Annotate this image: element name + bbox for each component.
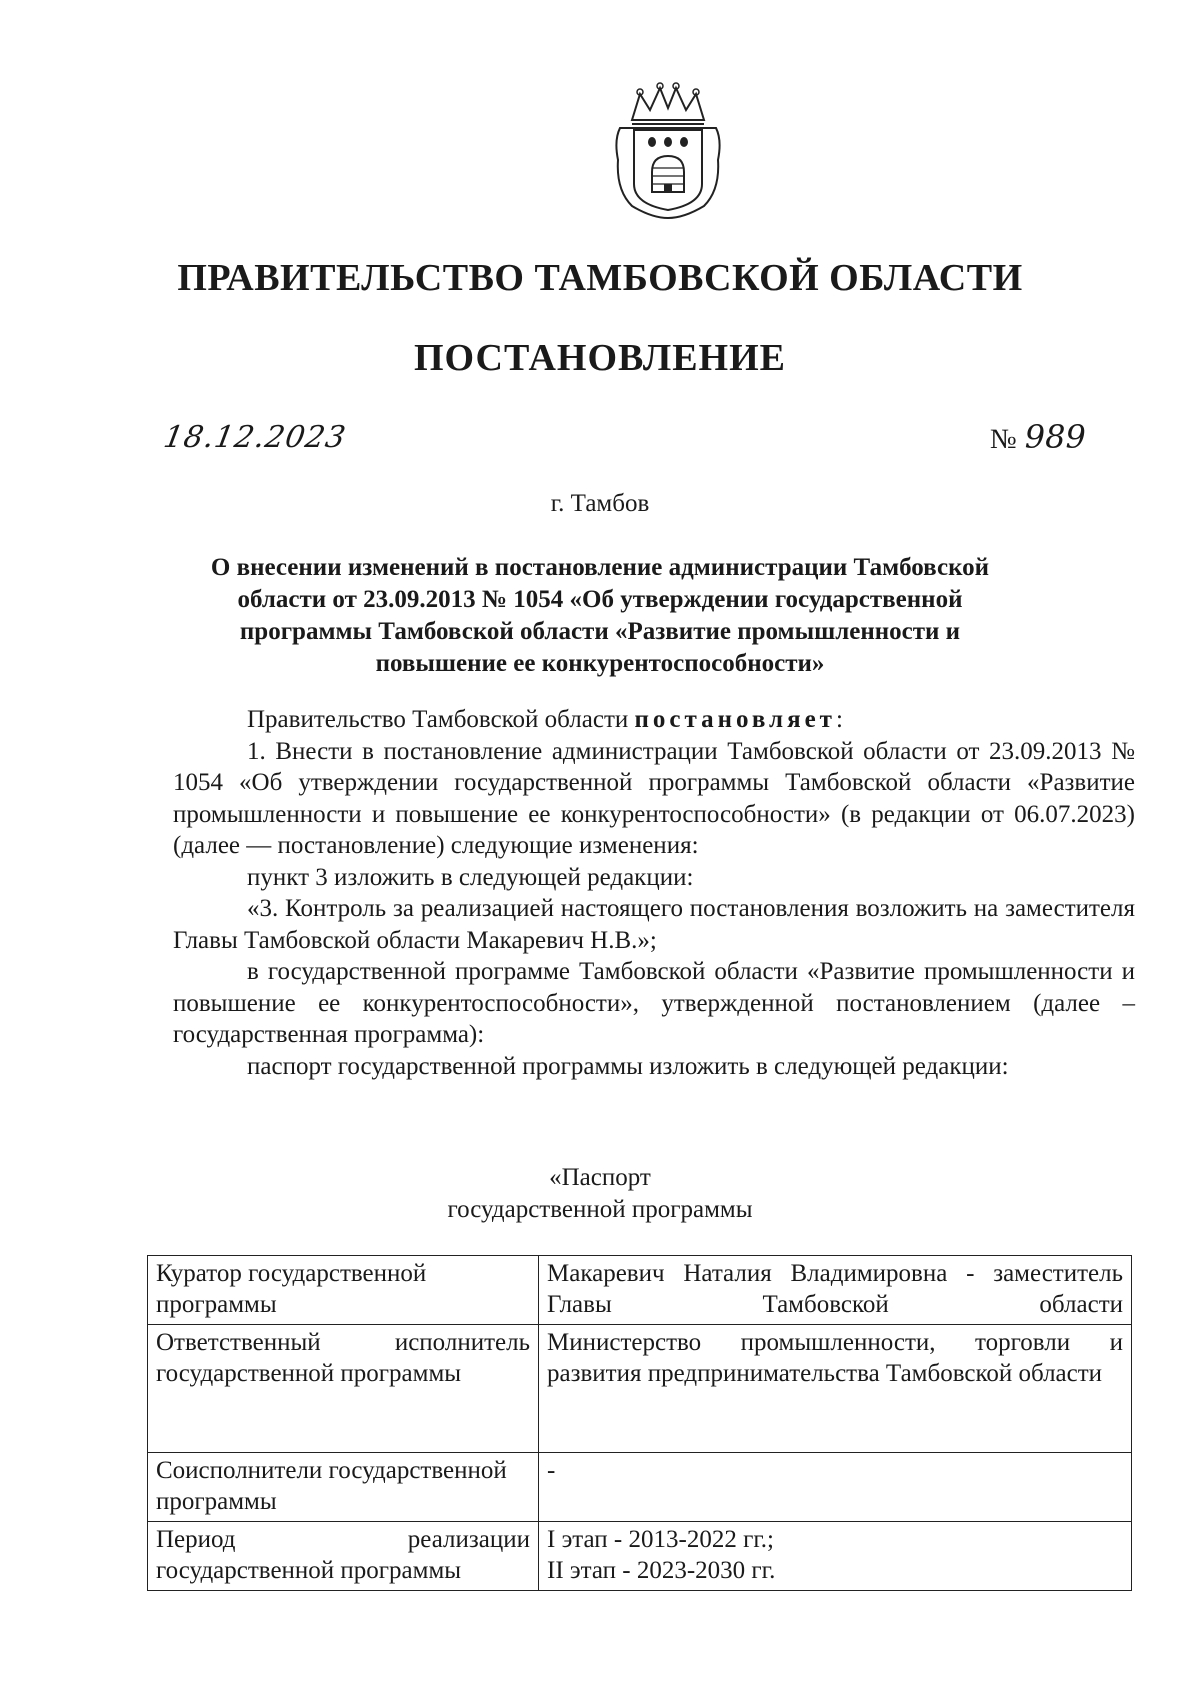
paragraph-1: 1. Внести в постановление администрации Тамбовской области от 23.09.2013 № 1054 «Об утверждении государственной программы Тамбовской области «Развитие промышленности и повышение ее конкурентоспособности» (в редакции от 06.07.2023) (далее — постановление) следующие изменения: <box>173 737 1135 859</box>
paragraph-3: «3. Контроль за реализацией настоящего постановления возложить на заместителя Главы Тамбовской области Макаревич Н.В.»; <box>173 895 1135 954</box>
row-label: Ответственный исполнитель государственной программы <box>148 1325 539 1453</box>
passport-title-line: «Паспорт <box>549 1164 651 1191</box>
coat-of-arms-emblem <box>612 80 724 220</box>
document-subject <box>200 552 1000 680</box>
paragraph-5: паспорт государственной программы изложить в следующей редакции: <box>247 1052 1009 1080</box>
stage-line: II этап - 2023-2030 гг. <box>547 1557 776 1584</box>
number-label: № <box>990 424 1017 455</box>
row-value <box>539 1522 1132 1591</box>
row-label: Соисполнители государственной программы <box>148 1453 539 1522</box>
stage-line: I этап - 2013-2022 гг.; <box>547 1526 774 1553</box>
table-row <box>148 1522 1132 1591</box>
row-label: Куратор государственной программы <box>148 1256 539 1325</box>
table-row <box>148 1325 1132 1453</box>
row-value: Макаревич Наталия Владимировна - заместитель Главы Тамбовской области <box>539 1256 1132 1325</box>
passport-table <box>147 1255 1132 1591</box>
table-row <box>148 1256 1132 1325</box>
preamble-keyword: постановляет <box>634 706 836 733</box>
city: г. Тамбов <box>550 490 650 517</box>
subject-line: О внесении изменений в постановление администрации Тамбовской <box>210 554 990 581</box>
passport-title-line: государственной программы <box>447 1196 753 1223</box>
row-value: - <box>539 1453 1132 1522</box>
document-number-block <box>990 418 1086 456</box>
document-number: 989 <box>1024 418 1086 456</box>
table-row <box>148 1453 1132 1522</box>
paragraph-2: пункт 3 изложить в следующей редакции: <box>247 863 694 891</box>
paragraph-4: в государственной программе Тамбовской области «Развитие промышленности и повышение ее конкурентоспособности», утвержденной постановлением (далее – государственная программа): <box>173 958 1135 1048</box>
preamble-text: Правительство Тамбовской области <box>247 706 635 733</box>
preamble-colon: : <box>835 706 843 733</box>
subject-line: повышение ее конкурентоспособности» <box>375 650 825 677</box>
document-date: 18.12.2023 <box>160 420 349 455</box>
preamble-paragraph <box>173 704 1135 736</box>
row-value: Министерство промышленности, торговли и развития предпринимательства Тамбовской области <box>539 1325 1132 1453</box>
document-body <box>173 704 1135 1082</box>
subject-line: программы Тамбовской области «Развитие промышленности и <box>239 618 961 645</box>
row-label: Период реализации государственной программы <box>148 1522 539 1591</box>
government-title: ПРАВИТЕЛЬСТВО ТАМБОВСКОЙ ОБЛАСТИ <box>177 257 1023 299</box>
subject-line: области от 23.09.2013 № 1054 «Об утверждении государственной <box>237 586 963 613</box>
document-type-title: ПОСТАНОВЛЕНИЕ <box>413 337 787 379</box>
passport-title <box>0 1162 1200 1226</box>
